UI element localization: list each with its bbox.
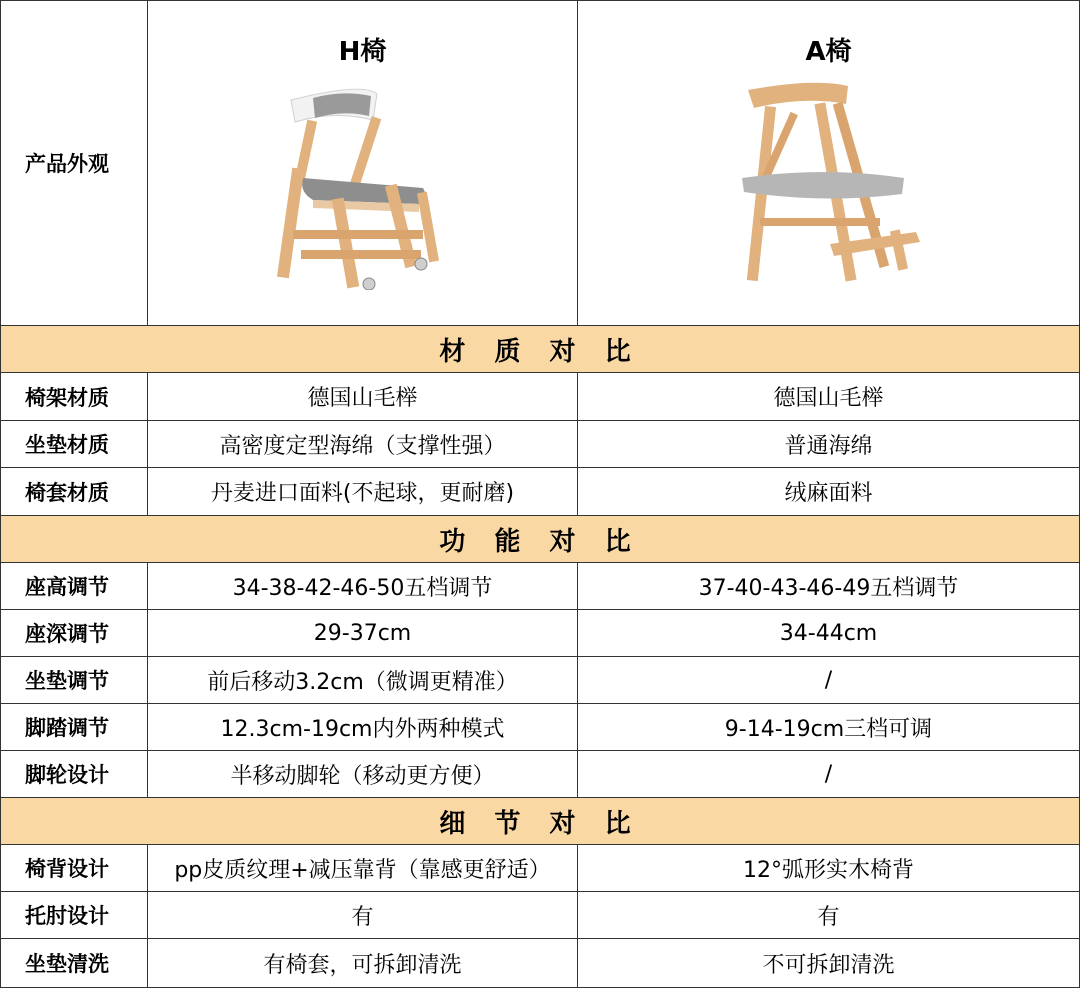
h-chair-value: 前后移动3.2cm（微调更精准） xyxy=(148,657,578,704)
row-label: 椅套材质 xyxy=(0,468,148,516)
table-row xyxy=(0,657,1080,704)
row-label: 托肘设计 xyxy=(0,892,148,939)
h-chair-value: 34-38-42-46-50五档调节 xyxy=(148,563,578,610)
h-chair-value: pp皮质纹理+减压靠背（靠感更舒适） xyxy=(148,845,578,892)
appearance-label: 产品外观 xyxy=(0,0,148,326)
h-chair-value: 有 xyxy=(148,892,578,939)
h-chair-value: 丹麦进口面料(不起球，更耐磨) xyxy=(148,468,578,516)
table-row xyxy=(0,751,1080,798)
table-row xyxy=(0,373,1080,421)
row-label: 椅背设计 xyxy=(0,845,148,892)
header-row xyxy=(0,0,1080,326)
h-chair-header xyxy=(148,0,578,326)
section-function xyxy=(0,516,1080,563)
table-row xyxy=(0,421,1080,468)
row-label: 坐垫材质 xyxy=(0,421,148,468)
a-chair-value: 有 xyxy=(578,892,1080,939)
row-label: 椅架材质 xyxy=(0,373,148,421)
table-row xyxy=(0,563,1080,610)
h-chair-value: 有椅套，可拆卸清洗 xyxy=(148,939,578,988)
a-chair-value: 12°弧形实木椅背 xyxy=(578,845,1080,892)
h-chair-value: 半移动脚轮（移动更方便） xyxy=(148,751,578,798)
section-detail xyxy=(0,798,1080,845)
a-chair-value: / xyxy=(578,751,1080,798)
h-chair-value: 德国山毛榉 xyxy=(148,373,578,421)
h-chair-image xyxy=(273,80,453,290)
a-chair-value: 普通海绵 xyxy=(578,421,1080,468)
row-label: 座高调节 xyxy=(0,563,148,610)
table-row xyxy=(0,610,1080,657)
a-chair-header xyxy=(578,0,1080,326)
section-title: 功 能 对 比 xyxy=(0,516,1080,563)
section-material xyxy=(0,326,1080,373)
row-label: 脚踏调节 xyxy=(0,704,148,751)
a-chair-image xyxy=(734,80,924,295)
section-title: 细 节 对 比 xyxy=(0,798,1080,845)
table-row xyxy=(0,939,1080,988)
table-row xyxy=(0,468,1080,516)
h-chair-value: 高密度定型海绵（支撑性强） xyxy=(148,421,578,468)
row-label: 坐垫调节 xyxy=(0,657,148,704)
h-chair-name: H椅 xyxy=(338,37,387,67)
section-title: 材 质 对 比 xyxy=(0,326,1080,373)
a-chair-name: A椅 xyxy=(805,37,852,67)
table-row xyxy=(0,845,1080,892)
row-label: 座深调节 xyxy=(0,610,148,657)
a-chair-value: / xyxy=(578,657,1080,704)
table-row xyxy=(0,704,1080,751)
h-chair-value: 29-37cm xyxy=(148,610,578,657)
h-chair-value: 12.3cm-19cm内外两种模式 xyxy=(148,704,578,751)
a-chair-value: 37-40-43-46-49五档调节 xyxy=(578,563,1080,610)
row-label: 脚轮设计 xyxy=(0,751,148,798)
a-chair-value: 不可拆卸清洗 xyxy=(578,939,1080,988)
table-row xyxy=(0,892,1080,939)
a-chair-value: 9-14-19cm三档可调 xyxy=(578,704,1080,751)
a-chair-value: 德国山毛榉 xyxy=(578,373,1080,421)
a-chair-value: 绒麻面料 xyxy=(578,468,1080,516)
a-chair-value: 34-44cm xyxy=(578,610,1080,657)
row-label: 坐垫清洗 xyxy=(0,939,148,988)
